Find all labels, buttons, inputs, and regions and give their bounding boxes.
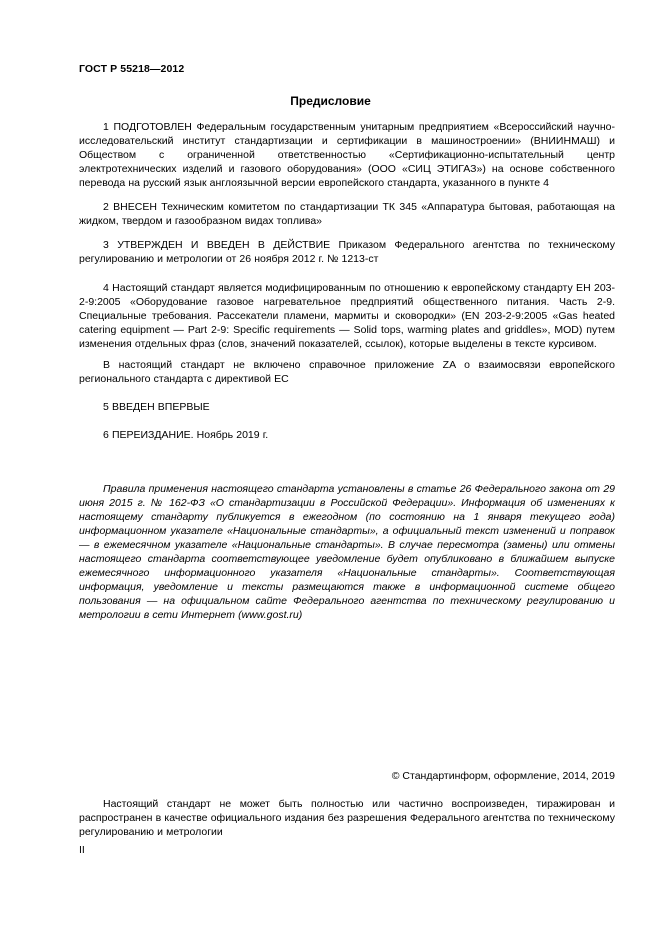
page-number: II [79, 844, 85, 856]
paragraph-modification: 4 Настоящий стандарт является модифицированным по отношению к европейскому стандарту ЕН 203-2-9:2005 «Оборудование газовое нагревательное предприятий общественного питания. Часть 2-9. Специальные требования. Рассекатели пламени, мармиты и сковородки» (EN 203-2-9:2005 «Gas heated catering equipment — Part 2-9: Specific requirements — Solid tops, warming plates and griddles», MOD) путем изменения отдельных фраз (слов, значений показателей, ссылок), которые выделены в тексте курсивом. [79, 282, 615, 350]
paragraph-submitted-by: 2 ВНЕСЕН Техническим комитетом по стандартизации ТК 345 «Аппаратура бытовая, работающая на жидком, твердом и газообразном видах топлива» [79, 201, 615, 227]
paragraph-prepared-by: 1 ПОДГОТОВЛЕН Федеральным государственным унитарным предприятием «Всероссийский научно-исследовательский институт стандартизации и сертификации в машиностроении» (ВНИИНМАШ) и Обществом с ограниченной ответственностью «Сертификационно-испытательный центр электротехнических изделий и газового оборудования» (ООО «СИЦ ЭТИГАЗ») на основе собственного перевода на русский язык англоязычной версии европейского стандарта, указанного в пункте 4 [79, 121, 615, 189]
paragraph-reissue: 6 ПЕРЕИЗДАНИЕ. Ноябрь 2019 г. [103, 429, 269, 441]
reproduction-notice: Настоящий стандарт не может быть полностью или частично воспроизведен, тиражирован и распространен в качестве официального издания без разрешения Федерального агентства по техническому регулированию и метрологии [79, 798, 615, 838]
standard-code: ГОСТ Р 55218—2012 [79, 63, 185, 75]
paragraph-annex-note: В настоящий стандарт не включено справочное приложение ZA о взаимосвязи европейского регионального стандарта с директивой ЕС [79, 359, 615, 385]
paragraph-approved: 3 УТВЕРЖДЕН И ВВЕДЕН В ДЕЙСТВИЕ Приказом Федерального агентства по техническому регулированию и метрологии от 26 ноября 2012 г. № 1213-ст [79, 239, 615, 265]
paragraph-introduced: 5 ВВЕДЕН ВПЕРВЫЕ [103, 401, 210, 413]
copyright-line: © Стандартинформ, оформление, 2014, 2019 [391, 770, 615, 782]
page-title: Предисловие [290, 94, 371, 108]
notice-application-rules: Правила применения настоящего стандарта установлены в статье 26 Федерального закона от 29 июня 2015 г. № 162-ФЗ «О стандартизации в Российской Федерации». Информация об изменениях к настоящему стандарту публикуется в ежегодном (по состоянию на 1 января текущего года) информационном указателе «Национальные стандарты», а официальный текст изменений и поправок — в ежемесячном указателе «Национальные стандарты». В случае пересмотра (замены) или отмены настоящего стандарта соответствующее уведомление будет опубликовано в ближайшем выпуске ежемесячного информационного указателя «Национальные стандарты». Соответствующая информация, уведомление и тексты размещаются также в информационной системе общего пользования — на официальном сайте Федерального агентства по техническому регулированию и метрологии в сети Интернет (www.gost.ru) [79, 483, 615, 621]
